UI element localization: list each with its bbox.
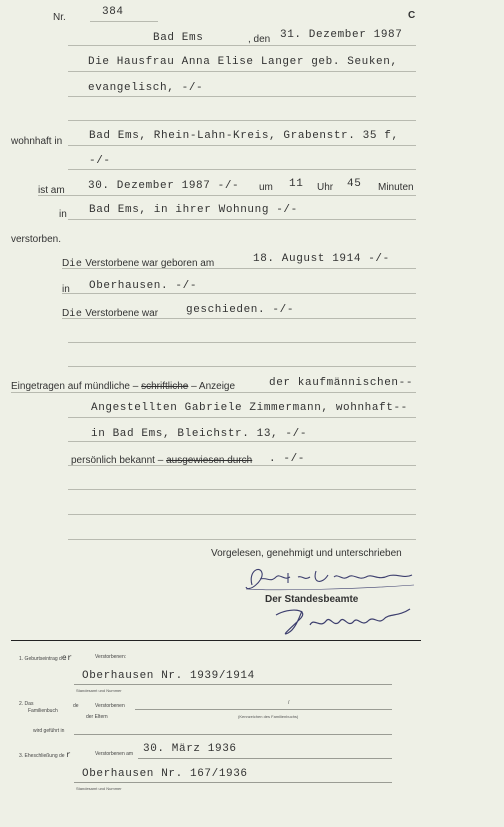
place-value: Bad Ems xyxy=(153,32,204,44)
note1-caption: Standesamt und Nummer xyxy=(76,688,122,693)
nr-label: Nr. xyxy=(53,12,66,23)
informant-line-3: in Bad Ems, Bleichstr. 13, -/- xyxy=(91,428,308,440)
note3-value: Oberhausen Nr. 167/1936 xyxy=(82,768,248,780)
report-struck: schriftliche xyxy=(141,381,189,392)
report-label xyxy=(11,381,235,392)
time-at-label: um xyxy=(259,182,273,193)
informant-line-2: Angestellten Gabriele Zimmermann, wohnhaft-- xyxy=(91,402,408,414)
note2-caption: (Kennzeichen des Familienbuchs) xyxy=(238,714,299,719)
read-approved-text: Vorgelesen, genehmigt und unterschrieben xyxy=(211,548,402,559)
birth-place-label: in xyxy=(62,284,70,295)
status-label-typed: ie xyxy=(69,309,83,320)
date-value: 31. Dezember 1987 xyxy=(280,29,403,41)
death-place-label: in xyxy=(59,209,67,220)
death-minute: 45 xyxy=(347,178,362,190)
note2-slash: / xyxy=(288,700,290,706)
informant-line-1: der kaufmännischen-- xyxy=(269,377,414,389)
status-label-rest: Verstorbene war xyxy=(85,308,159,319)
person-line-2: evangelisch, -/- xyxy=(88,82,204,94)
death-date-value: 30. Dezember 1987 -/- xyxy=(88,180,240,192)
note3-caption: Standesamt und Nummer xyxy=(76,786,122,791)
note2-label-b: Familienbuch xyxy=(28,708,58,714)
registrar-label: Der Standesbeamte xyxy=(265,594,359,605)
note2-label-a: 2. Das xyxy=(19,701,34,707)
died-label: verstorben. xyxy=(11,234,62,245)
note2-kept-in: wird geführt in xyxy=(33,728,65,734)
birth-date-value: 18. August 1914 -/- xyxy=(253,253,390,265)
nr-value: 384 xyxy=(102,6,124,18)
note3-label-text: 3. Eheschließung de xyxy=(19,753,65,759)
note3-target: Verstorbenen am xyxy=(95,751,134,757)
registrar-signature xyxy=(270,603,420,641)
death-hour: 11 xyxy=(289,178,304,190)
death-place-value: Bad Ems, in ihrer Wohnung -/- xyxy=(89,204,298,216)
known-struck: ausgewiesen durch xyxy=(166,455,253,466)
status-label-d: D xyxy=(62,308,70,319)
note3-date: 30. März 1936 xyxy=(143,743,237,755)
residence-label: wohnhaft in xyxy=(11,136,63,147)
residence-line-1: Bad Ems, Rhein-Lahn-Kreis, Grabenstr. 35 f, xyxy=(89,130,399,142)
known-prefix: persönlich bekannt – xyxy=(71,455,164,466)
note1-label-text: 1. Geburtseintrag d xyxy=(19,656,62,662)
note2-sub: der Eltern xyxy=(86,714,108,720)
note1-label xyxy=(19,654,73,663)
corner-letter: C xyxy=(408,10,416,21)
date-prefix: , den xyxy=(248,34,271,45)
report-prefix: Eingetragen auf mündliche – xyxy=(11,381,139,392)
note3-label xyxy=(19,751,71,760)
report-suffix: – Anzeige xyxy=(191,381,236,392)
note2-target: Verstorbenen xyxy=(95,703,125,709)
hour-label: Uhr xyxy=(317,182,334,193)
residence-line-2: -/- xyxy=(89,155,111,167)
note2-de: de xyxy=(73,703,79,709)
birth-label-rest: Verstorbene war geboren am xyxy=(85,258,215,269)
status-value: geschieden. -/- xyxy=(186,304,295,316)
known-value: . -/- xyxy=(269,453,306,465)
person-line-1: Die Hausfrau Anna Elise Langer geb. Seuken, xyxy=(88,56,398,68)
birth-label-typed: ie xyxy=(69,259,83,270)
note1-value: Oberhausen Nr. 1939/1914 xyxy=(82,670,255,682)
note3-typed: r xyxy=(65,751,72,760)
note1-target: Verstorbenen: xyxy=(95,654,127,660)
birth-label-d: D xyxy=(62,258,70,269)
minute-label: Minuten xyxy=(378,182,414,193)
note1-typed: er xyxy=(61,654,73,663)
informant-signature xyxy=(238,563,418,597)
birth-place-value: Oberhausen. -/- xyxy=(89,280,198,292)
death-date-label: ist am xyxy=(38,185,65,196)
